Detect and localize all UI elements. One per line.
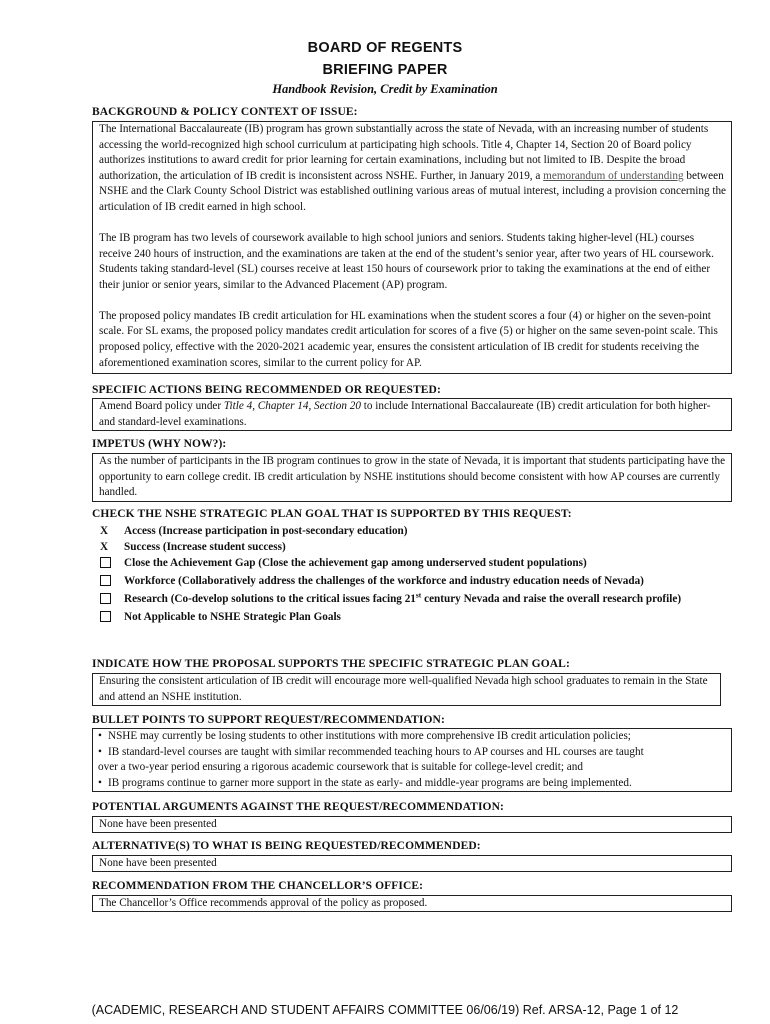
chancellor-recommendation-box <box>92 895 732 912</box>
alternatives-text: None have been presented <box>99 857 217 869</box>
specific-actions-text-b: to include International Baccalaureate (IB) credit articulation for both higher- and standard-level examinations. <box>99 400 711 428</box>
chancellor-recommendation-text: The Chancellor’s Office recommends approval of the policy as proposed. <box>99 897 428 909</box>
bullet-dot: • <box>98 730 102 742</box>
proposal-support-text: Ensuring the consistent articulation of IB credit will encourage more well-qualified Nevada high school graduates to remain in the State and attend an NSHE institution. <box>99 675 708 703</box>
goal-not-applicable-label: Not Applicable to NSHE Strategic Plan Goals <box>124 611 341 623</box>
goal-success-checked-mark[interactable]: X <box>100 541 109 553</box>
bullet-points-heading: BULLET POINTS TO SUPPORT REQUEST/RECOMMENDATION: <box>92 714 445 726</box>
goal-success-label: Success (Increase student success) <box>124 541 286 553</box>
goal-achievement-gap <box>100 555 720 573</box>
background-p1-text-a: The International Baccalaureate (IB) program has grown substantially across the state of Nevada, with an increasing number of students accessing the world-recognized high school curriculum at participating high schools. Title 4, Chapter 14, Section 20 of Board policy authorizes institutions to award credit for prior learning for certain examinations, including but not limited to IB. Despite the broad authorization, the articulation of IB credit is inconsistent across NSHE. Further, in January 2019, a <box>99 123 709 182</box>
goal-not-applicable <box>100 609 720 627</box>
goal-achievement-gap-checkbox[interactable] <box>100 557 111 568</box>
proposal-support-heading: INDICATE HOW THE PROPOSAL SUPPORTS THE SPECIFIC STRATEGIC PLAN GOAL: <box>92 658 570 670</box>
goal-achievement-gap-label: Close the Achievement Gap (Close the achievement gap among underserved student populations) <box>124 557 587 569</box>
specific-actions-box <box>92 398 732 431</box>
alternatives-heading: ALTERNATIVE(S) TO WHAT IS BEING REQUESTED/RECOMMENDED: <box>92 840 481 852</box>
strategic-goals-heading: CHECK THE NSHE STRATEGIC PLAN GOAL THAT IS SUPPORTED BY THIS REQUEST: <box>92 508 572 520</box>
background-paragraph-3: The proposed policy mandates IB credit articulation for HL examinations when the student scores a four (4) or higher on the seven-point scale. For SL exams, the proposed policy mandates credit articulation for scores of a five (5) or higher on the same seven-point scale. This proposed policy, effective with the 2020-2021 academic year, ensures the consistent articulation of IB credit for students receiving the aforementioned examination scores, similar to the current policy for AP. <box>99 309 718 369</box>
bullet-item-1-text: NSHE may currently be losing students to other institutions with more comprehensive IB credit articulation policies; <box>108 730 631 742</box>
impetus-box <box>92 453 732 502</box>
bullet-item-3-text: IB programs continue to garner more support in the state as early- and middle-year programs are being implemented. <box>108 776 632 789</box>
background-heading: BACKGROUND & POLICY CONTEXT OF ISSUE: <box>92 106 358 118</box>
bullet-item <box>98 729 726 745</box>
background-p1-text-b: between NSHE and the Clark County School District was established outlining various areas of mutual interest, including a provision concerning the articulation of IB credit earned in high school. <box>99 169 727 213</box>
goal-research-label <box>124 591 720 607</box>
goal-research-label-b: century Nevada and raise the overall research profile) <box>421 593 682 605</box>
goal-workforce-label: Workforce (Collaboratively address the challenges of the workforce and industry education needs of Nevada) <box>124 575 644 587</box>
title-board-of-regents: BOARD OF REGENTS <box>307 40 463 56</box>
strategic-goals-list <box>100 523 720 627</box>
specific-actions-heading: SPECIFIC ACTIONS BEING RECOMMENDED OR REQUESTED: <box>92 384 441 396</box>
arguments-against-text: None have been presented <box>99 818 217 830</box>
bullet-item-continuation: over a two-year period ensuring a rigorous academic coursework that is suitable for college-level credit; and <box>98 761 583 774</box>
goal-workforce <box>100 573 720 591</box>
specific-actions-policy-ref: Title 4, Chapter 14, Section 20 <box>223 400 361 412</box>
background-paragraph-2: The IB program has two levels of coursework available to high school juniors and seniors. Students taking higher-level (HL) courses receive 240 hours of instruction, and the examinations are taken at the end of the student’s senior year, after two years of HL coursework. Students taking standard-level (SL) courses receive at least 150 hours of coursework prior to taking the examinations at the end of either their junior or senior years, similar to the Advanced Placement (AP) program. <box>99 231 714 291</box>
goal-access <box>100 523 720 539</box>
alternatives-box <box>92 855 732 872</box>
goal-access-checked-mark[interactable]: X <box>100 525 109 537</box>
goal-research <box>100 591 720 609</box>
background-box <box>92 121 732 374</box>
arguments-against-heading: POTENTIAL ARGUMENTS AGAINST THE REQUEST/RECOMMENDATION: <box>92 801 504 813</box>
goal-access-label: Access (Increase participation in post-secondary education) <box>124 525 408 537</box>
background-paragraph-1 <box>99 122 726 216</box>
bullet-item <box>98 745 726 761</box>
goal-research-label-sup: st <box>415 590 422 600</box>
specific-actions-text <box>99 399 726 430</box>
goal-success <box>100 539 720 555</box>
goal-research-checkbox[interactable] <box>100 593 111 604</box>
proposal-support-box <box>92 673 721 706</box>
impetus-text: As the number of participants in the IB program continues to grow in the state of Nevada, it is important that students participating have the opportunity to earn college credit. IB credit articulation by NSHE institutions should become consistent with how AP courses are currently handled. <box>99 455 726 499</box>
impetus-heading: IMPETUS (WHY NOW?): <box>92 438 227 450</box>
bullet-points-box <box>92 728 732 792</box>
goal-workforce-checkbox[interactable] <box>100 575 111 586</box>
goal-not-applicable-checkbox[interactable] <box>100 611 111 622</box>
memorandum-link[interactable]: memorandum of understanding <box>543 169 684 182</box>
subtitle: Handbook Revision, Credit by Examination <box>272 82 498 96</box>
title-briefing-paper: BRIEFING PAPER <box>322 62 448 78</box>
chancellor-recommendation-heading: RECOMMENDATION FROM THE CHANCELLOR’S OFFICE: <box>92 880 424 892</box>
bullet-dot: • <box>98 776 102 789</box>
specific-actions-text-a: Amend Board policy under <box>99 400 224 412</box>
page-footer: (ACADEMIC, RESEARCH AND STUDENT AFFAIRS COMMITTEE 06/06/19) Ref. ARSA-12, Page 1 of 12 <box>91 1003 679 1017</box>
goal-research-label-a: Research (Co-develop solutions to the critical issues facing 21 <box>124 593 416 605</box>
bullet-item <box>98 776 726 792</box>
bullet-item-2-text: IB standard-level courses are taught with similar recommended teaching hours to AP courses and HL courses are taught <box>108 745 644 758</box>
bullet-dot: • <box>98 745 102 758</box>
arguments-against-box <box>92 816 732 833</box>
